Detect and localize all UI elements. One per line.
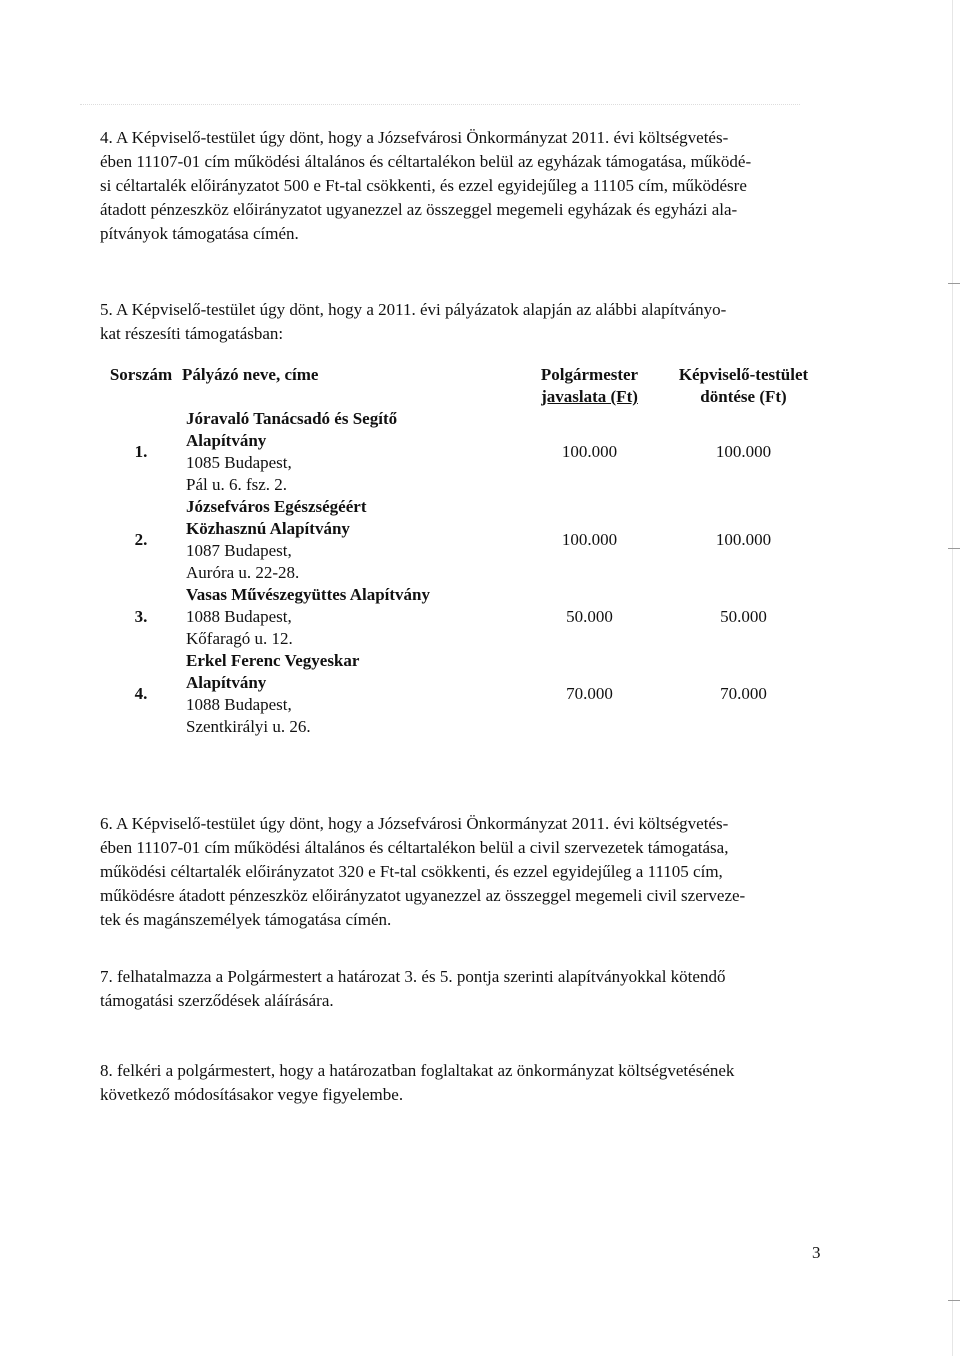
header-line: Polgármester bbox=[540, 365, 639, 384]
mayor-proposal-value: 70.000 bbox=[566, 684, 613, 703]
scan-edge-line bbox=[952, 0, 953, 1356]
council-decision-value: 70.000 bbox=[720, 684, 767, 703]
paragraph-line: következő módosításakor vegye figyelembe. bbox=[100, 1085, 404, 1104]
row-number: 4. bbox=[134, 684, 148, 703]
applicant-name-line: Alapítvány bbox=[186, 431, 267, 450]
grants-table-container bbox=[100, 364, 820, 738]
row-number: 3. bbox=[134, 607, 148, 626]
header-serial-number bbox=[100, 364, 182, 408]
table-row bbox=[100, 496, 820, 584]
paragraph-line: si céltartalék előirányzatot 500 e Ft-tal csökkenti, és ezzel egyidejűleg a 11105 cím, működésre bbox=[100, 176, 747, 195]
table-row bbox=[100, 408, 820, 496]
row-number: 2. bbox=[134, 530, 148, 549]
applicant-cell bbox=[182, 650, 512, 738]
paragraph-line: 6. A Képviselő-testület úgy dönt, hogy a Józsefvárosi Önkormányzat 2011. évi költségvetés- bbox=[100, 814, 729, 833]
header-line: javaslata (Ft) bbox=[541, 387, 638, 406]
header-line: döntése (Ft) bbox=[700, 387, 787, 406]
paragraph-line: működési céltartalék előirányzatot 320 e Ft-tal csökkenti, és ezzel egyidejűleg a 11105 cím, bbox=[100, 862, 723, 881]
mayor-proposal-value: 100.000 bbox=[561, 442, 618, 461]
paragraph-line: ében 11107-01 cím működési általános és céltartalékon belül a civil szervezetek támogatása, bbox=[100, 838, 729, 857]
council-decision-value: 100.000 bbox=[715, 530, 772, 549]
applicant-address-line: Auróra u. 22-28. bbox=[186, 563, 300, 582]
council-decision-value: 100.000 bbox=[715, 442, 772, 461]
paragraph-line: kat részesíti támogatásban: bbox=[100, 324, 284, 343]
scan-edge-tick bbox=[948, 548, 960, 549]
header-line: Pályázó neve, címe bbox=[182, 365, 319, 384]
mayor-proposal-value: 100.000 bbox=[561, 530, 618, 549]
paragraph-6 bbox=[100, 812, 815, 932]
paragraph-line: ében 11107-01 cím működési általános és céltartalékon belül az egyházak támogatása, működé- bbox=[100, 152, 752, 171]
paragraph-line: átadott pénzeszköz előirányzatot ugyanezzel az összeggel megemeli egyházak és egyházi ala- bbox=[100, 200, 738, 219]
paragraph-line: 8. felkéri a polgármestert, hogy a határozatban foglaltakat az önkormányzat költségvetésének bbox=[100, 1061, 735, 1080]
paragraph-line: 7. felhatalmazza a Polgármestert a határozat 3. és 5. pontja szerinti alapítványokkal kötendő bbox=[100, 967, 726, 986]
paragraph-7 bbox=[100, 965, 815, 1013]
paragraph-line: 4. A Képviselő-testület úgy dönt, hogy a Józsefvárosi Önkormányzat 2011. évi költségvetés- bbox=[100, 128, 729, 147]
applicant-address-line: 1085 Budapest, bbox=[186, 453, 292, 472]
header-council-decision bbox=[667, 364, 820, 408]
applicant-address-line: Szentkirályi u. 26. bbox=[186, 717, 311, 736]
header-line: Sorszám bbox=[109, 365, 173, 384]
applicant-name-line: Közhasznú Alapítvány bbox=[186, 519, 350, 538]
table-row bbox=[100, 650, 820, 738]
header-mayor-proposal bbox=[512, 364, 667, 408]
applicant-name-line: Vasas Művészegyüttes Alapítvány bbox=[186, 585, 430, 604]
page-number: 3 bbox=[812, 1243, 821, 1262]
applicant-address-line: 1087 Budapest, bbox=[186, 541, 292, 560]
applicant-address-line: Kőfaragó u. 12. bbox=[186, 629, 293, 648]
header-applicant bbox=[182, 364, 512, 408]
mayor-proposal-value: 50.000 bbox=[566, 607, 613, 626]
applicant-cell bbox=[182, 408, 512, 496]
council-decision-value: 50.000 bbox=[720, 607, 767, 626]
scan-edge-tick bbox=[948, 283, 960, 284]
table-row bbox=[100, 584, 820, 650]
applicant-name-line: Józsefváros Egészségéért bbox=[186, 497, 367, 516]
paragraph-4 bbox=[100, 126, 815, 246]
paragraph-line: 5. A Képviselő-testület úgy dönt, hogy a 2011. évi pályázatok alapján az alábbi alapítványo- bbox=[100, 300, 727, 319]
applicant-name-line: Erkel Ferenc Vegyeskar bbox=[186, 651, 360, 670]
scan-edge-tick bbox=[948, 1300, 960, 1301]
table-header-row bbox=[100, 364, 820, 408]
applicant-address-line: 1088 Budapest, bbox=[186, 607, 292, 626]
applicant-cell bbox=[182, 496, 512, 584]
paragraph-line: működésre átadott pénzeszköz előirányzatot ugyanezzel az összeggel megemeli civil szerveze- bbox=[100, 886, 746, 905]
applicant-address-line: Pál u. 6. fsz. 2. bbox=[186, 475, 288, 494]
header-line: Képviselő-testület bbox=[678, 365, 809, 384]
grants-table bbox=[100, 364, 820, 738]
scan-artifact-line bbox=[80, 104, 800, 106]
applicant-address-line: 1088 Budapest, bbox=[186, 695, 292, 714]
paragraph-5 bbox=[100, 298, 815, 346]
paragraph-line: pítványok támogatása címén. bbox=[100, 224, 299, 243]
applicant-name-line: Alapítvány bbox=[186, 673, 267, 692]
applicant-cell bbox=[182, 584, 512, 650]
paragraph-8 bbox=[100, 1059, 815, 1107]
row-number: 1. bbox=[134, 442, 148, 461]
paragraph-line: támogatási szerződések aláírására. bbox=[100, 991, 334, 1010]
paragraph-line: tek és magánszemélyek támogatása címén. bbox=[100, 910, 392, 929]
applicant-name-line: Jóravaló Tanácsadó és Segítő bbox=[186, 409, 398, 428]
